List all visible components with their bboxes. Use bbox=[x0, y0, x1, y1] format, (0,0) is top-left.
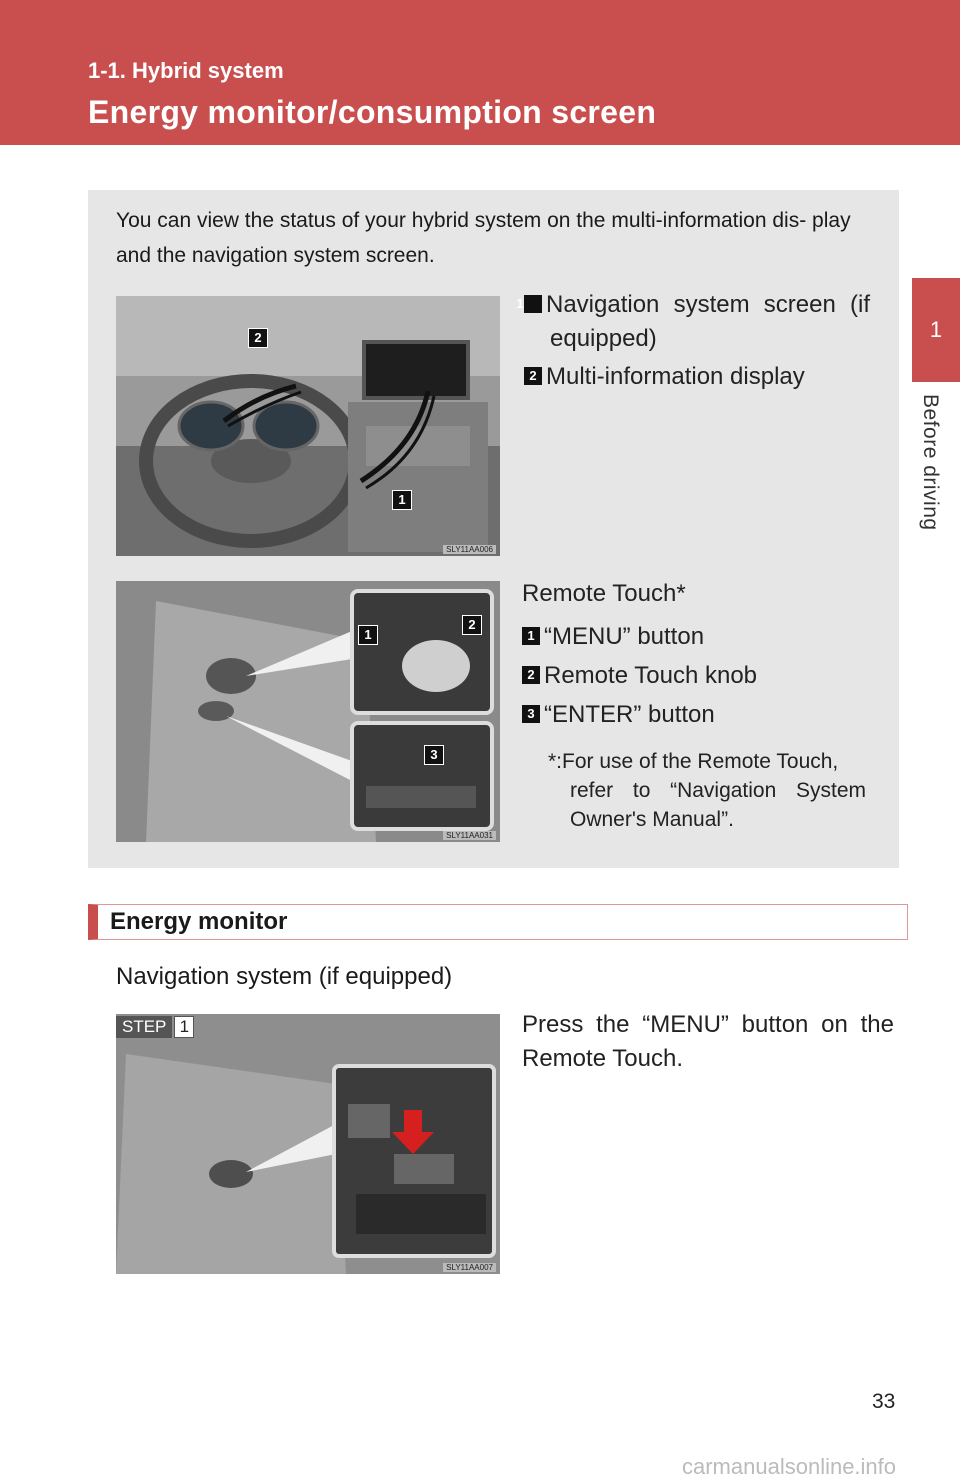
page-title: Energy monitor/consumption screen bbox=[88, 94, 657, 130]
step-badge bbox=[116, 1016, 194, 1038]
image-code: SLY11AA007 bbox=[443, 1263, 496, 1272]
list-item bbox=[522, 617, 868, 656]
footnote-rest: refer to “Navigation System Owner's Manual”. bbox=[570, 779, 866, 831]
legend-label: Multi-information display bbox=[546, 363, 805, 390]
list-item bbox=[522, 656, 868, 695]
list-item bbox=[522, 695, 868, 734]
image-code: SLY11AA031 bbox=[443, 831, 496, 840]
legend-number: 2 bbox=[522, 666, 540, 684]
chapter-label: Before driving bbox=[919, 394, 942, 531]
figure2-legend bbox=[522, 574, 868, 734]
legend-title: Remote Touch* bbox=[522, 580, 686, 607]
legend-label: Navigation system screen (if equipped) bbox=[546, 291, 870, 352]
remote-touch-illustration bbox=[116, 581, 500, 842]
legend-label: “MENU” button bbox=[544, 623, 705, 650]
callout-number: 3 bbox=[424, 745, 444, 765]
step-label: STEP bbox=[116, 1016, 172, 1038]
legend-number: 1 bbox=[524, 295, 542, 313]
figure1-legend bbox=[516, 288, 870, 394]
footnote bbox=[548, 747, 866, 834]
callout-number: 2 bbox=[462, 615, 482, 635]
step-instruction: Press the “MENU” button on the Remote Touch. bbox=[522, 1011, 894, 1072]
chapter-number: 1 bbox=[929, 317, 943, 342]
chapter-tab[interactable] bbox=[912, 278, 960, 382]
watermark[interactable]: carmanualsonline.info bbox=[682, 1454, 897, 1479]
callout-number: 1 bbox=[392, 490, 412, 510]
remote-touch-drawing bbox=[116, 581, 500, 842]
section-heading: Energy monitor bbox=[110, 908, 288, 935]
section-label: 1-1. Hybrid system bbox=[88, 58, 284, 83]
step-number: 1 bbox=[174, 1016, 194, 1038]
dashboard-illustration bbox=[116, 296, 500, 556]
callout-number: 1 bbox=[358, 625, 378, 645]
intro-text: You can view the status of your hybrid system on the multi-information dis- play and the navigation system screen. bbox=[116, 209, 851, 267]
page-header bbox=[0, 0, 960, 145]
legend-label: “ENTER” button bbox=[544, 701, 715, 728]
list-item bbox=[524, 360, 870, 394]
menu-button-illustration bbox=[116, 1014, 500, 1274]
menu-button-drawing bbox=[116, 1014, 500, 1274]
legend-number: 1 bbox=[522, 627, 540, 645]
list-item bbox=[516, 288, 870, 356]
legend-number: 3 bbox=[522, 705, 540, 723]
dashboard-drawing bbox=[116, 296, 500, 556]
footnote-lead: *:For use of the Remote Touch, bbox=[548, 750, 839, 773]
page-number: 33 bbox=[872, 1390, 896, 1413]
image-code: SLY11AA006 bbox=[443, 545, 496, 554]
legend-label: Remote Touch knob bbox=[544, 662, 758, 689]
legend-number: 2 bbox=[524, 367, 542, 385]
callout-number: 2 bbox=[248, 328, 268, 348]
subsection-heading: Navigation system (if equipped) bbox=[116, 963, 453, 990]
